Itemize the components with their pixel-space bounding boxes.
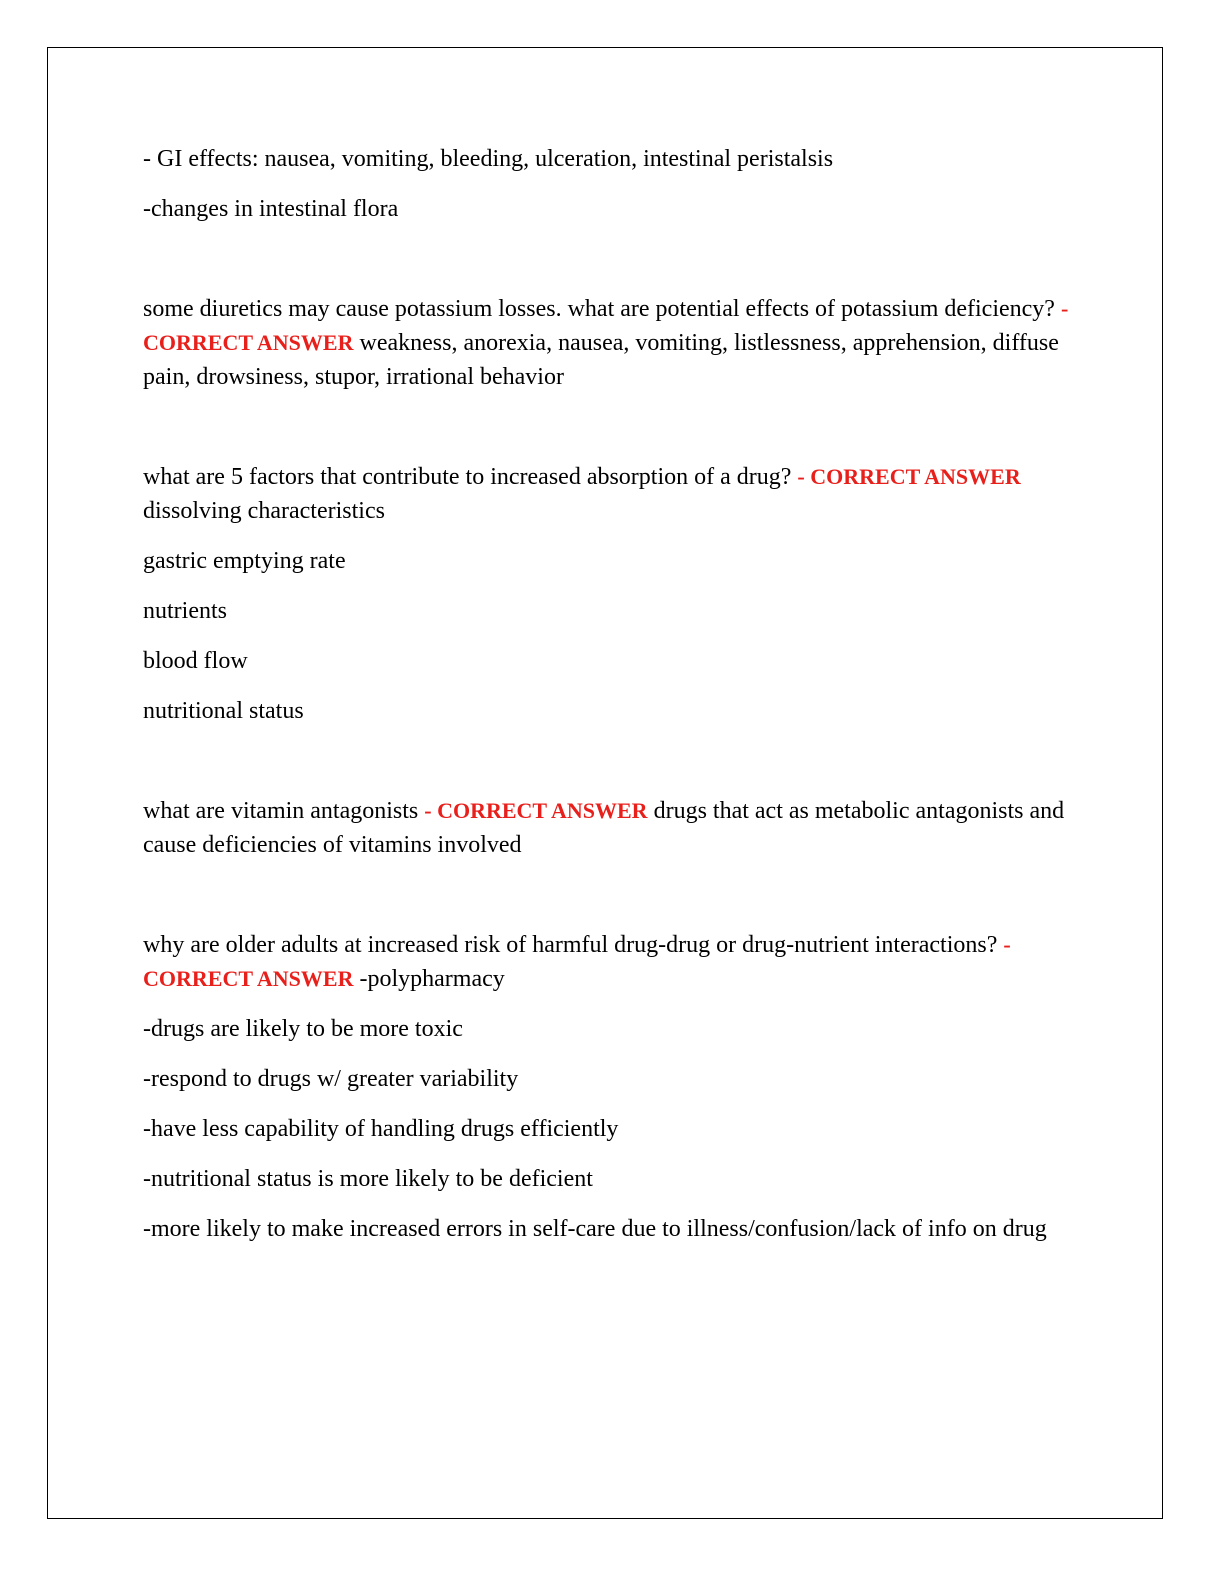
correct-answer-marker: - CORRECT ANSWER [143, 296, 1069, 355]
answer-line: gastric emptying rate [143, 548, 346, 574]
answer-text: drugs that act as metabolic antagonists and cause deficiencies of vitamins involved [143, 798, 1065, 858]
flashcard-question [143, 292, 1083, 394]
flashcard-question [143, 460, 1083, 528]
answer-line: nutritional status [143, 698, 304, 724]
intro-line: - GI effects: nausea, vomiting, bleeding, ulceration, intestinal peristalsis [143, 146, 834, 172]
correct-answer-marker: - CORRECT ANSWER [424, 798, 648, 823]
intro-line: -changes in intestinal flora [143, 196, 399, 222]
answer-text: -polypharmacy [359, 966, 505, 992]
question-text: why are older adults at increased risk of harmful drug-drug or drug-nutrient interactions? [143, 932, 998, 958]
answer-line: -drugs are likely to be more toxic [143, 1016, 463, 1042]
answer-line: -respond to drugs w/ greater variability [143, 1066, 519, 1092]
question-text: some diuretics may cause potassium losses. what are potential effects of potassium deficiency? [143, 296, 1055, 322]
answer-line: -more likely to make increased errors in self-care due to illness/confusion/lack of info on drug [143, 1216, 1047, 1242]
answer-line: -have less capability of handling drugs efficiently [143, 1116, 619, 1142]
answer-text: dissolving characteristics [143, 498, 385, 524]
question-text: what are 5 factors that contribute to increased absorption of a drug? [143, 464, 792, 490]
flashcard-question [143, 794, 1083, 862]
question-text: what are vitamin antagonists [143, 798, 419, 824]
document-content [143, 142, 1083, 1246]
answer-line: nutrients [143, 598, 227, 624]
answer-line: -nutritional status is more likely to be deficient [143, 1166, 593, 1192]
flashcard-question [143, 928, 1083, 996]
answer-text: weakness, anorexia, nausea, vomiting, listlessness, apprehension, diffuse pain, drowsiness, stupor, irrational behavior [143, 330, 1059, 390]
correct-answer-marker: - CORRECT ANSWER [143, 932, 1011, 991]
correct-answer-marker: - CORRECT ANSWER [797, 464, 1021, 489]
answer-line: blood flow [143, 648, 248, 674]
